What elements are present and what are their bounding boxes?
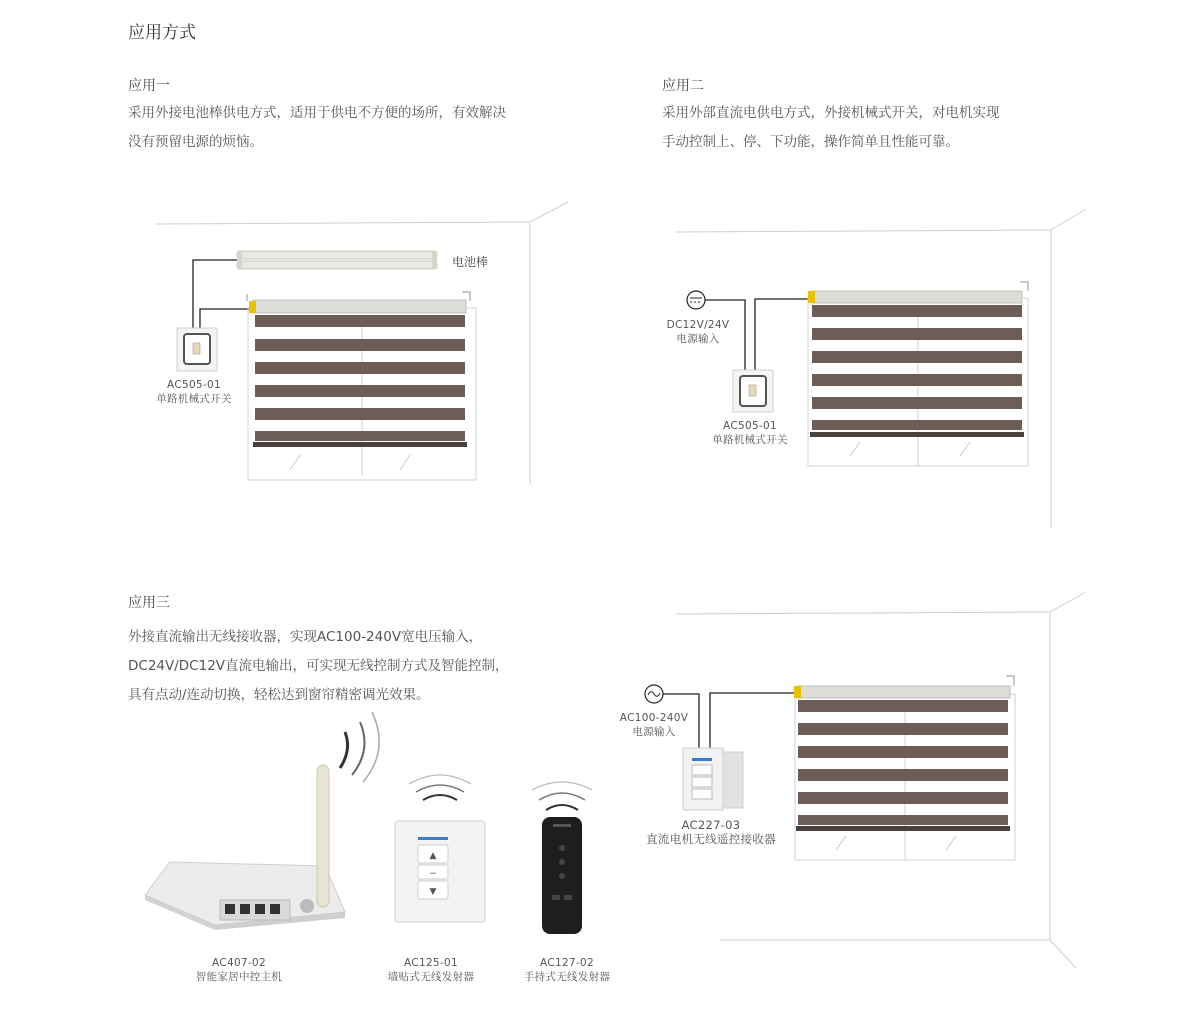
- app2-switch-caption: [704, 419, 796, 447]
- app3-desc-line2: DC24V/DC12V直流电输出，可实现无线控制方式及智能控制，: [128, 658, 509, 674]
- app3-power-model: AC100-240V: [619, 712, 689, 724]
- device-model: AC127-02: [540, 957, 594, 969]
- blind-fig3: [794, 676, 1015, 860]
- app2-desc-line1: 采用外部直流电供电方式，外接机械式开关，对电机实现: [662, 105, 1000, 121]
- app3-power-caption: [608, 711, 700, 739]
- app2-power-model: DC12V/24V: [666, 319, 730, 331]
- device-name: 手持式无线发射器: [523, 971, 611, 983]
- router-ac407: [145, 712, 379, 930]
- room-outline-2: [676, 209, 1086, 528]
- app2-title: 应用二: [662, 78, 704, 94]
- wall-transmitter-ac125: [395, 775, 485, 922]
- blind-fig2: [808, 282, 1028, 466]
- svg-text:▼: ▼: [429, 887, 437, 897]
- device-model: AC125-01: [404, 957, 458, 969]
- ac-power-icon: [645, 685, 663, 703]
- device-model: AC407-02: [212, 957, 266, 969]
- device-caption-handheld: [508, 956, 626, 984]
- app2-power-name: 电源输入: [676, 333, 720, 345]
- app1-desc-line1: 采用外接电池棒供电方式，适用于供电不方便的场所，有效解决: [128, 105, 506, 121]
- dc-power-icon: [687, 291, 705, 309]
- battery-label: 电池棒: [452, 255, 489, 269]
- app3-receiver-caption: [638, 818, 784, 846]
- app3-receiver-model: AC227-03: [681, 818, 741, 832]
- battery-tube: [237, 251, 437, 269]
- app1-desc-line2: 没有预留电源的烦恼。: [128, 134, 263, 150]
- wires-1: [193, 260, 251, 329]
- page-title: 应用方式: [128, 23, 196, 43]
- switch-ac505-fig1: [177, 328, 217, 371]
- switch-ac505-fig2: [733, 370, 773, 412]
- device-caption-wall: [372, 956, 490, 984]
- app1-switch-caption: [148, 378, 240, 406]
- app3-desc-line3: 具有点动/连动切换，轻松达到窗帘精密调光效果。: [128, 687, 430, 703]
- receiver-ac227: [683, 748, 743, 810]
- app3-title: 应用三: [128, 595, 170, 611]
- app2-desc-line2: 手动控制上、停、下功能，操作简单且性能可靠。: [662, 134, 959, 150]
- svg-text:▲: ▲: [429, 851, 437, 861]
- app2-power-caption: [652, 318, 744, 346]
- app2-switch-model: AC505-01: [723, 420, 777, 432]
- device-name: 智能家居中控主机: [195, 971, 283, 983]
- app1-switch-model: AC505-01: [167, 379, 221, 391]
- app1-title: 应用一: [128, 78, 170, 94]
- app2-switch-name: 单路机械式开关: [712, 434, 788, 446]
- hand-transmitter-ac127: [532, 782, 592, 934]
- app3-receiver-name: 直流电机无线遥控接收器: [646, 832, 776, 846]
- blind-fig1: [247, 292, 476, 480]
- app1-switch-name: 单路机械式开关: [156, 393, 232, 405]
- app3-power-name: 电源输入: [632, 726, 676, 738]
- device-caption-router: [180, 956, 298, 984]
- app3-desc-line1: 外接直流输出无线接收器，实现AC100-240V宽电压输入，: [128, 629, 483, 645]
- device-name: 墙贴式无线发射器: [387, 971, 475, 983]
- svg-text:−: −: [429, 869, 437, 879]
